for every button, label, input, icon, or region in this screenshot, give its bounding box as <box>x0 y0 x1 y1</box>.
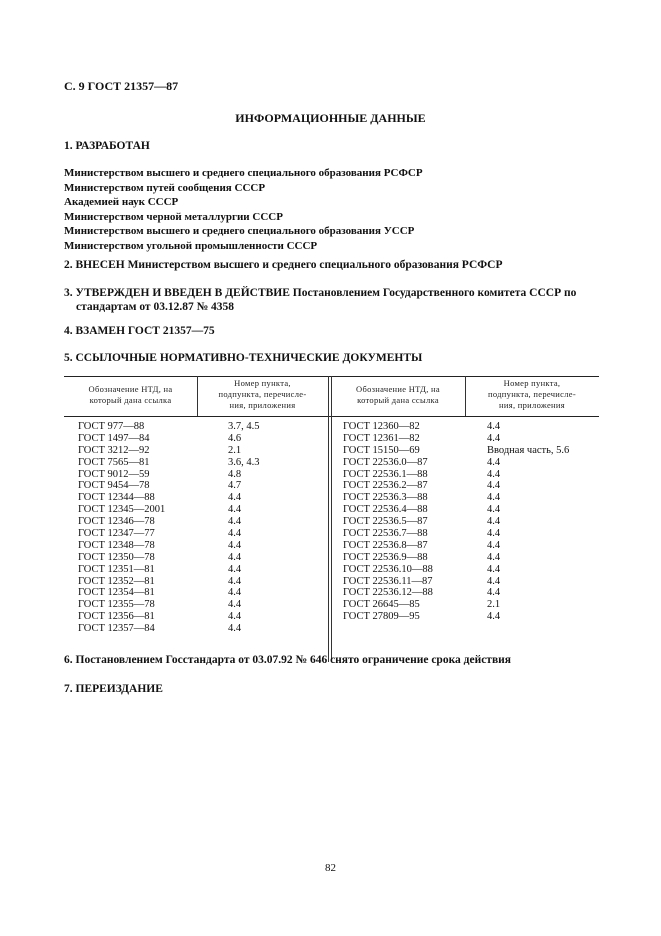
table-cell-item: 4.4 <box>487 504 501 516</box>
page-number: 82 <box>325 862 336 874</box>
table-cell-document: ГОСТ 12346—78 <box>78 516 155 528</box>
table-cell-item: 4.4 <box>228 563 242 575</box>
right-docs-column <box>343 421 433 623</box>
page-header: С. 9 ГОСТ 21357—87 <box>64 79 179 93</box>
table-cell-item: Вводная часть, 5.6 <box>487 444 570 456</box>
organizations-list <box>64 166 423 254</box>
table-cell-document: ГОСТ 12348—78 <box>78 539 155 551</box>
table-cell-item: 4.8 <box>228 468 242 480</box>
table-cell-item: 4.4 <box>228 539 242 551</box>
table-cell-item: 4.4 <box>228 611 242 623</box>
table-cell-item: 4.4 <box>487 480 501 492</box>
table-cell-item: 4.4 <box>228 587 242 599</box>
table-cell-item: 4.4 <box>487 539 501 551</box>
header-doc-right: Обозначение НТД, на который дана ссылка <box>356 384 440 405</box>
table-cell-document: ГОСТ 12347—77 <box>78 528 155 540</box>
section-6: 6. Постановлением Госстандарта от 03.07.92 № 646 снято ограничение срока действия <box>64 654 512 666</box>
table-cell-document: ГОСТ 12356—81 <box>78 611 155 623</box>
table-cell-item: 2.1 <box>487 599 501 611</box>
table-cell-document: ГОСТ 12354—81 <box>78 587 155 599</box>
table-cell-document: ГОСТ 12344—88 <box>78 492 155 504</box>
table-cell-document: ГОСТ 22536.0—87 <box>343 456 428 468</box>
table-cell-document: ГОСТ 22536.5—87 <box>343 516 428 528</box>
table-cell-document: ГОСТ 26645—85 <box>343 599 420 611</box>
table-center-divider <box>331 376 332 662</box>
table-cell-item: 2.1 <box>228 444 242 456</box>
table-cell-item: 4.7 <box>228 480 242 492</box>
table-cell-document: ГОСТ 1497—84 <box>78 432 150 444</box>
left-docs-column <box>78 421 165 635</box>
table-cell-document: ГОСТ 15150—69 <box>343 444 420 456</box>
table-cell-document: ГОСТ 12351—81 <box>78 563 155 575</box>
table-cell-document: ГОСТ 22536.9—88 <box>343 551 428 563</box>
table-cell-item: 4.4 <box>487 551 501 563</box>
section-3-line-1: 3. УТВЕРЖДЕН И ВВЕДЕН В ДЕЙСТВИЕ Постановлением Государственного комитета СССР по <box>64 287 577 299</box>
table-cell-document: ГОСТ 12352—81 <box>78 575 155 587</box>
table-cell-document: ГОСТ 22536.7—88 <box>343 528 428 540</box>
table-cell-document: ГОСТ 3212—92 <box>78 444 150 456</box>
document-title: ИНФОРМАЦИОННЫЕ ДАННЫЕ <box>235 111 426 125</box>
table-cell-document: ГОСТ 977—88 <box>78 421 145 432</box>
organization-item: Министерством угольной промышленности СССР <box>64 239 318 252</box>
table-cell-item: 4.4 <box>487 421 501 432</box>
left-items-column <box>228 421 260 635</box>
organization-item: Министерством высшего и среднего специального образования УССР <box>64 225 415 238</box>
section-7: 7. ПЕРЕИЗДАНИЕ <box>64 683 163 695</box>
table-cell-document: ГОСТ 22536.3—88 <box>343 492 428 504</box>
organization-item: Министерством высшего и среднего специального образования РСФСР <box>64 167 423 179</box>
organization-item: Академией наук СССР <box>64 196 179 209</box>
table-center-divider <box>328 376 329 662</box>
table-cell-document: ГОСТ 27809—95 <box>343 611 420 623</box>
table-cell-item: 4.4 <box>487 528 501 540</box>
section-5-heading: 5. ССЫЛОЧНЫЕ НОРМАТИВНО-ТЕХНИЧЕСКИЕ ДОКУМЕНТЫ <box>64 352 423 364</box>
section-4: 4. ВЗАМЕН ГОСТ 21357—75 <box>64 325 215 337</box>
section-3-line-2: стандартам от 03.12.87 № 4358 <box>76 301 235 313</box>
table-cell-document: ГОСТ 22536.8—87 <box>343 539 428 551</box>
table-cell-document: ГОСТ 22536.11—87 <box>343 575 433 587</box>
organization-item: Министерством черной металлургии СССР <box>64 210 283 223</box>
table-cell-document: ГОСТ 7565—81 <box>78 456 150 468</box>
table-cell-document: ГОСТ 9012—59 <box>78 468 150 480</box>
table-cell-item: 4.4 <box>487 468 501 480</box>
table-cell-item: 4.4 <box>228 623 242 635</box>
table-cell-item: 4.4 <box>487 492 501 504</box>
organization-item: Министерством путей сообщения СССР <box>64 181 266 194</box>
table-cell-item: 4.6 <box>228 432 242 444</box>
table-cell-document: ГОСТ 12350—78 <box>78 551 155 563</box>
table-cell-document: ГОСТ 9454—78 <box>78 480 150 492</box>
section-2: 2. ВНЕСЕН Министерством высшего и среднего специального образования РСФСР <box>64 259 503 271</box>
table-cell-item: 4.4 <box>228 528 242 540</box>
table-cell-item: 4.4 <box>487 575 501 587</box>
header-doc-left: Обозначение НТД, на который дана ссылка <box>88 384 173 405</box>
table-cell-item: 4.4 <box>487 516 501 528</box>
table-cell-item: 4.4 <box>228 551 242 563</box>
table-cell-document: ГОСТ 22536.1—88 <box>343 468 428 480</box>
table-cell-document: ГОСТ 12345—2001 <box>78 504 166 516</box>
header-item-right: Номер пункта, подпункта, перечисле- ния, приложения <box>488 378 576 410</box>
table-cell-document: ГОСТ 22536.12—88 <box>343 587 433 599</box>
table-cell-item: 4.4 <box>487 587 501 599</box>
right-items-column <box>487 421 569 623</box>
table-cell-item: 4.4 <box>487 432 501 444</box>
table-cell-document: ГОСТ 22536.2—87 <box>343 480 428 492</box>
table-cell-document: ГОСТ 22536.4—88 <box>343 504 428 516</box>
table-cell-item: 4.4 <box>487 611 501 623</box>
table-cell-item: 4.4 <box>228 575 242 587</box>
section-3 <box>64 286 599 314</box>
section-1-heading: 1. РАЗРАБОТАН <box>64 140 150 152</box>
table-cell-item: 3.6, 4.3 <box>228 456 260 468</box>
header-item-left: Номер пункта, подпункта, перечисле- ния, приложения <box>218 378 307 410</box>
table-cell-item: 4.4 <box>228 516 242 528</box>
table-cell-item: 4.4 <box>487 563 501 575</box>
table-cell-item: 3.7, 4.5 <box>228 421 260 432</box>
table-cell-document: ГОСТ 12357—84 <box>78 623 155 635</box>
table-cell-document: ГОСТ 22536.10—88 <box>343 563 433 575</box>
table-cell-item: 4.4 <box>228 492 242 504</box>
table-cell-item: 4.4 <box>228 599 242 611</box>
table-cell-document: ГОСТ 12360—82 <box>343 421 420 432</box>
table-cell-item: 4.4 <box>228 504 242 516</box>
table-cell-item: 4.4 <box>487 456 501 468</box>
table-cell-document: ГОСТ 12361—82 <box>343 432 420 444</box>
table-cell-document: ГОСТ 12355—78 <box>78 599 155 611</box>
